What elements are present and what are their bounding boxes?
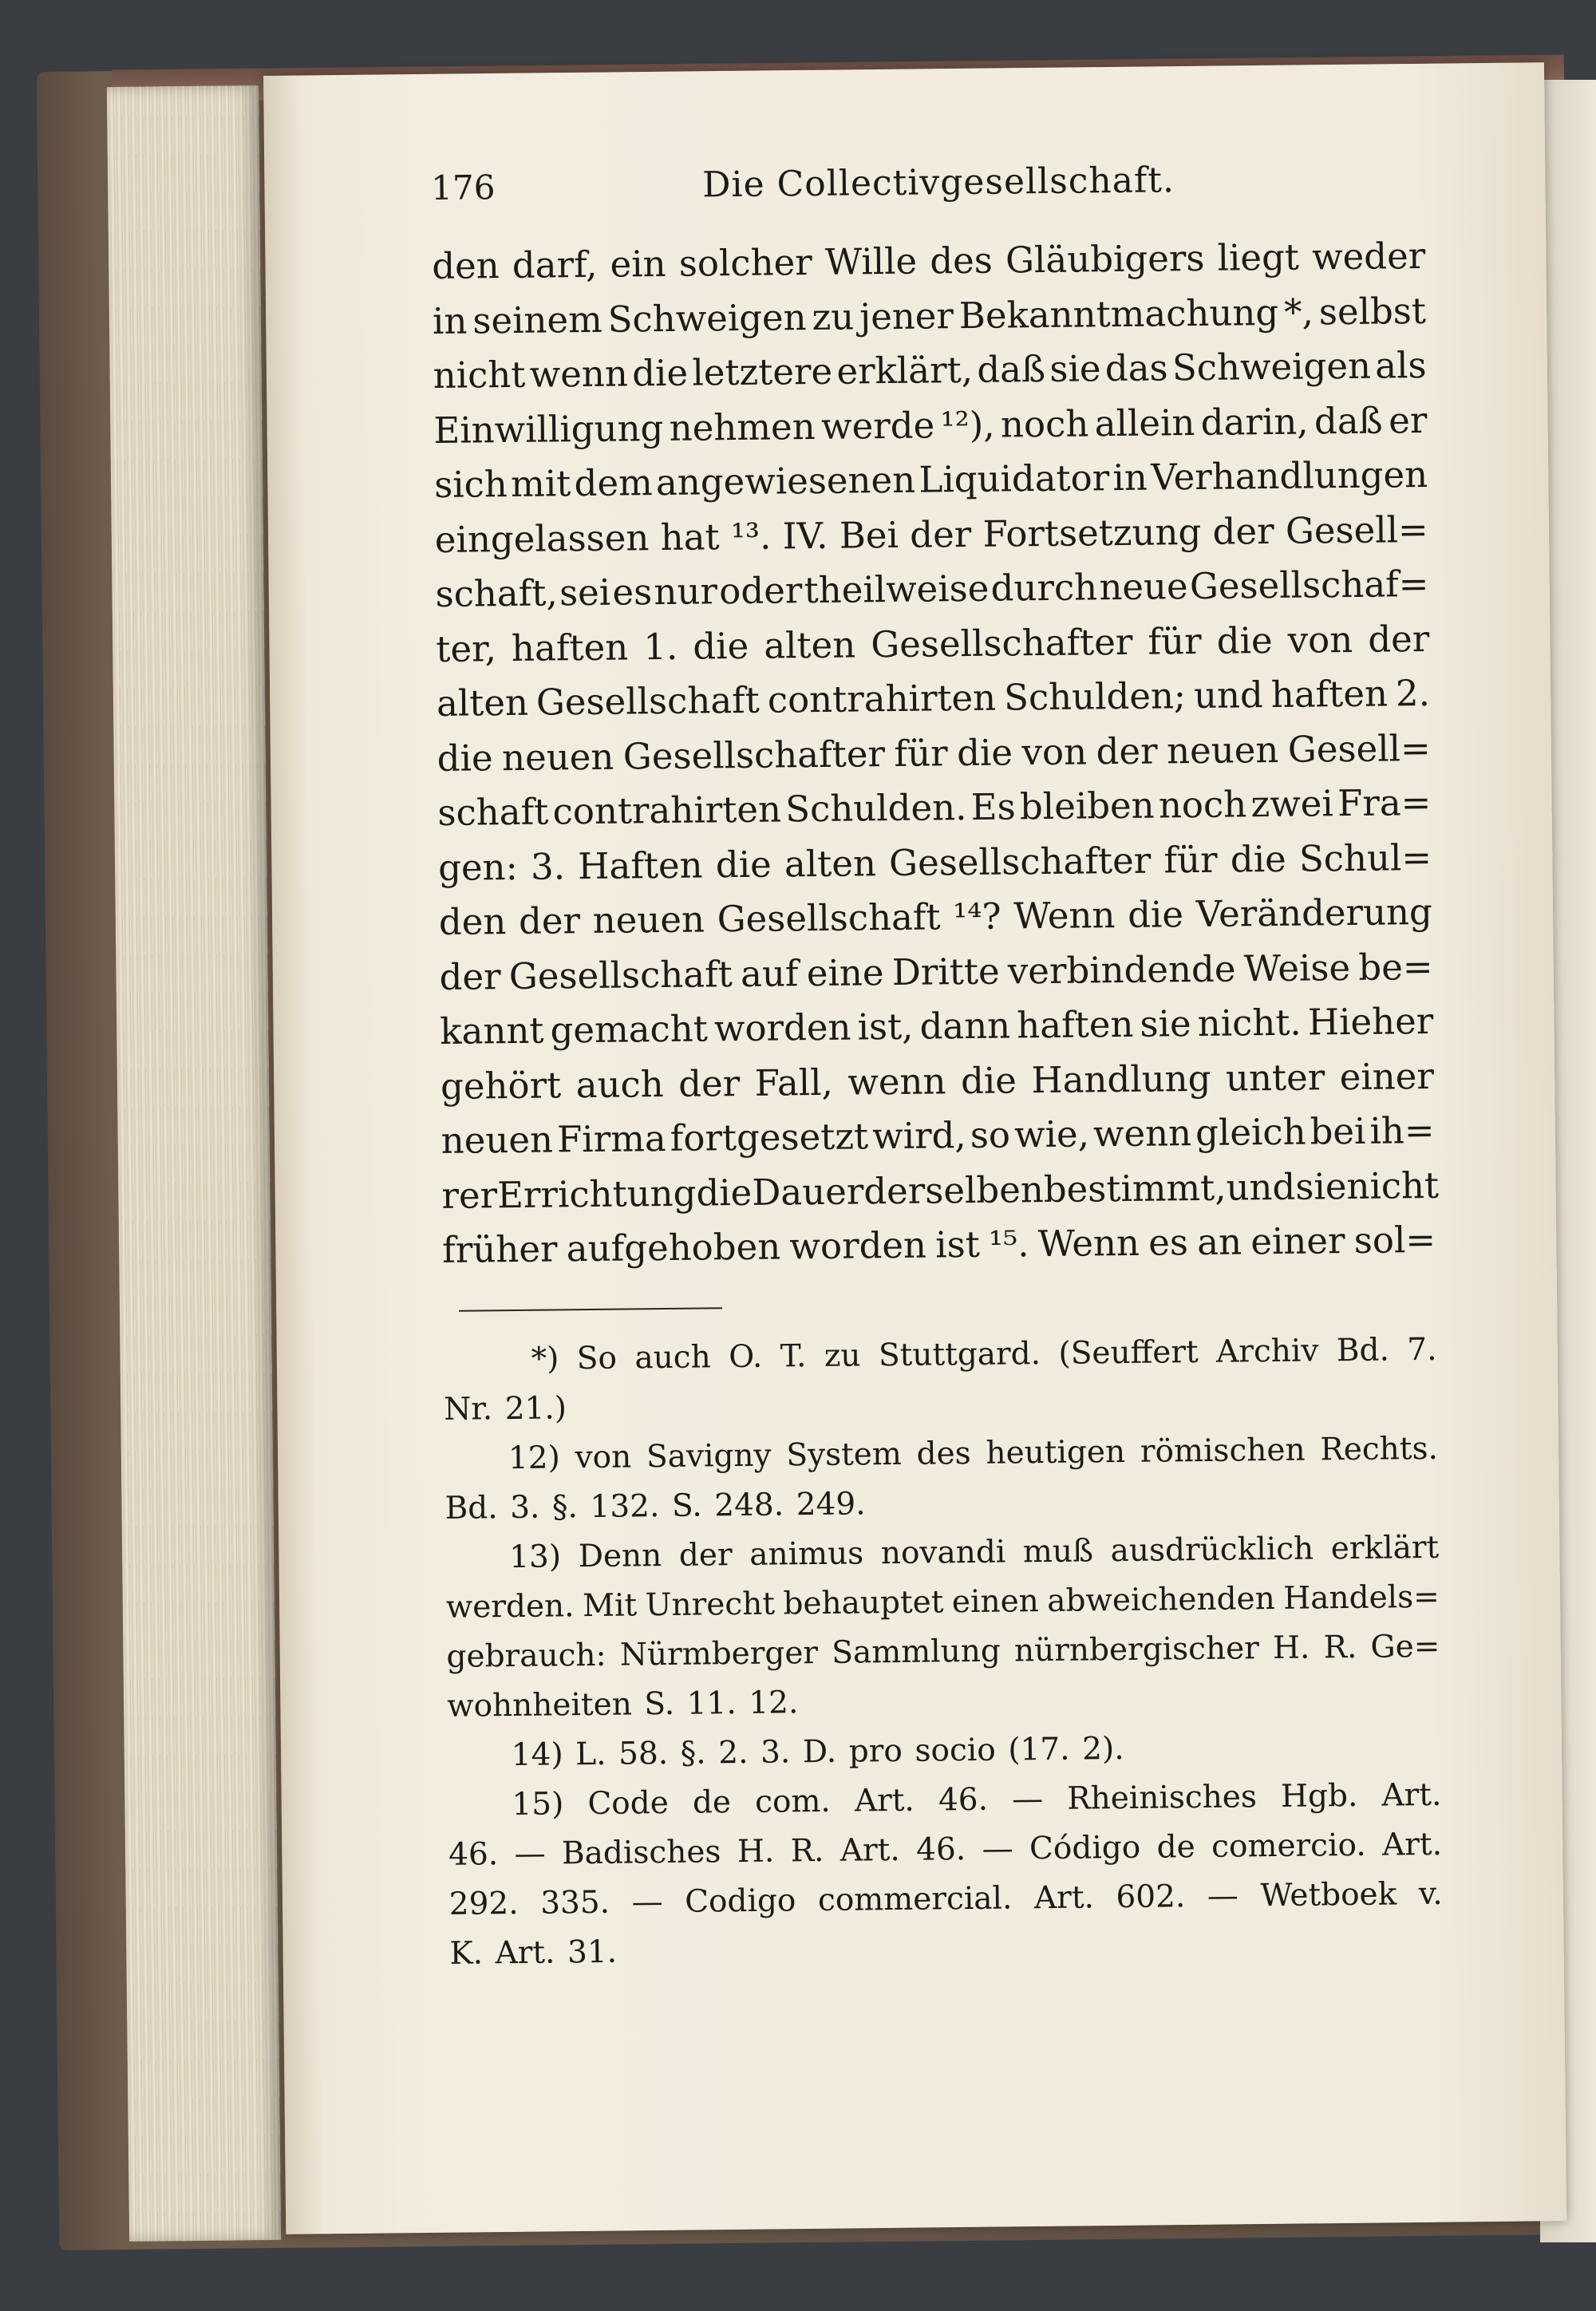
word: sei xyxy=(559,571,611,614)
word: einen xyxy=(951,1582,1040,1620)
word: muß xyxy=(1022,1532,1094,1570)
word: haften xyxy=(1270,672,1389,717)
word: neuen xyxy=(440,1118,554,1162)
word: theilweise xyxy=(804,567,990,612)
word: selbst xyxy=(1318,289,1427,333)
word: der xyxy=(1368,617,1430,661)
word: Art. xyxy=(495,1934,555,1971)
word: die xyxy=(696,1171,753,1215)
word: 31. xyxy=(567,1934,618,1970)
word: noch xyxy=(1158,783,1247,827)
word: wenn xyxy=(529,352,629,396)
word: dem xyxy=(574,461,653,505)
word: eine xyxy=(806,950,884,994)
word: Einwilligung xyxy=(433,406,664,452)
word: Schweigen xyxy=(1171,344,1372,389)
word: zwei xyxy=(1250,782,1334,826)
word: auch xyxy=(575,1062,664,1106)
word: einer xyxy=(1339,1054,1435,1098)
word: wie, xyxy=(1013,1112,1090,1156)
word: allein xyxy=(1094,401,1195,444)
word: angewiesenen xyxy=(655,458,916,504)
word: rer xyxy=(441,1173,498,1217)
word: darf, xyxy=(512,243,598,286)
word: Firma xyxy=(556,1116,666,1161)
word: L. xyxy=(575,1736,606,1772)
word: Rheinisches xyxy=(1066,1778,1258,1817)
word: Codigo xyxy=(684,1882,796,1920)
body-line xyxy=(436,611,1430,677)
word: Gesellschaft xyxy=(717,895,941,941)
word: so xyxy=(970,1113,1011,1156)
word: bestimmt, xyxy=(1043,1166,1227,1211)
word: sie xyxy=(1049,347,1101,390)
word: die xyxy=(437,736,493,780)
body-text xyxy=(432,229,1440,1278)
word: worden xyxy=(789,1223,927,1268)
word: der xyxy=(678,1061,741,1105)
word: alten xyxy=(763,622,856,667)
word: Stuttgard. xyxy=(878,1335,1041,1373)
word: aufgehoben xyxy=(566,1225,781,1270)
word: wenn xyxy=(847,1059,946,1104)
word: ist xyxy=(934,1223,981,1266)
word: Bei xyxy=(839,513,899,557)
word: Schul= xyxy=(1298,836,1432,880)
word: Es xyxy=(970,785,1016,828)
word: comercio. xyxy=(1211,1827,1366,1865)
word: früher xyxy=(441,1227,558,1271)
word: So xyxy=(576,1340,618,1377)
word: Gesellschaft xyxy=(535,678,760,724)
word: abweichenden xyxy=(1047,1580,1275,1619)
word: Art. xyxy=(1381,1776,1442,1814)
word: K. xyxy=(449,1934,484,1972)
page-number: 176 xyxy=(431,168,496,207)
word: (17. xyxy=(1008,1731,1070,1768)
word: Gesellschafter xyxy=(871,620,1133,666)
word: die xyxy=(1127,893,1184,936)
word: H. xyxy=(737,1833,775,1870)
word: com. xyxy=(754,1783,832,1820)
word: Rechts. xyxy=(1320,1430,1439,1468)
word: die xyxy=(1216,618,1273,662)
word: H. xyxy=(1272,1630,1310,1666)
word: an xyxy=(1196,1220,1242,1264)
body-line xyxy=(432,229,1426,294)
word: 13) xyxy=(509,1538,562,1575)
word: erklärt xyxy=(1330,1529,1440,1566)
word: D. xyxy=(802,1733,837,1770)
word: Gesellschafter xyxy=(622,732,886,778)
word: Wenn xyxy=(1037,1221,1140,1266)
word: Sammlung xyxy=(831,1633,1001,1671)
word: Schulden. xyxy=(784,786,967,831)
word: Bekanntmachung xyxy=(958,290,1279,337)
body-line xyxy=(438,830,1432,895)
word: haften xyxy=(511,625,629,670)
word: die xyxy=(693,624,749,668)
word: schaft, xyxy=(435,571,559,615)
word: worden xyxy=(713,1005,851,1050)
word: des xyxy=(930,239,994,282)
word: Dauer xyxy=(752,1169,864,1214)
body-line xyxy=(441,1158,1440,1223)
word: 21.) xyxy=(504,1389,567,1427)
word: Gesellschafter xyxy=(888,839,1152,884)
word: römischen xyxy=(1140,1432,1306,1470)
word: Savigny xyxy=(646,1437,772,1475)
word: den xyxy=(438,900,507,943)
word: §. xyxy=(680,1735,706,1772)
word: sie xyxy=(1140,1002,1191,1045)
word: §. xyxy=(551,1488,579,1525)
word: commercial. xyxy=(817,1879,1013,1918)
word: Unrecht xyxy=(645,1586,776,1623)
word: Dritte xyxy=(891,950,1000,994)
word: wenn xyxy=(1092,1112,1192,1156)
word: zu xyxy=(812,294,855,338)
body-line xyxy=(433,393,1428,458)
word: ein xyxy=(610,242,666,286)
word: Gesell= xyxy=(1285,508,1428,552)
word: gemacht xyxy=(550,1007,709,1052)
word: *, xyxy=(1283,290,1314,334)
word: der xyxy=(678,1536,733,1574)
word: S. xyxy=(644,1685,675,1722)
word: Haften xyxy=(577,843,703,887)
word: von xyxy=(575,1438,632,1475)
word: Liquidator xyxy=(918,456,1110,501)
body-line xyxy=(433,338,1427,404)
word: sol= xyxy=(1353,1218,1436,1262)
footnote-line xyxy=(443,1325,1437,1385)
word: alten xyxy=(436,681,529,725)
word: — xyxy=(1207,1878,1239,1914)
body-line xyxy=(439,885,1433,950)
word: 7. xyxy=(1407,1331,1437,1368)
word: v. xyxy=(1418,1875,1443,1912)
word: IV. xyxy=(782,514,828,557)
word: pro xyxy=(848,1732,903,1770)
word: nicht. xyxy=(1197,1001,1302,1045)
body-line xyxy=(435,502,1429,567)
word: die xyxy=(631,351,689,395)
word: Bd. xyxy=(1336,1332,1390,1369)
word: contrahirten xyxy=(767,676,997,721)
word: 602. xyxy=(1116,1878,1186,1915)
word: von xyxy=(1287,618,1353,662)
word: es xyxy=(612,571,653,614)
word: neue xyxy=(1099,565,1188,609)
body-line xyxy=(442,1213,1436,1278)
word: haften xyxy=(1016,1002,1134,1047)
footnote-line xyxy=(444,1424,1439,1483)
word: alten xyxy=(784,841,877,885)
word: 292. xyxy=(448,1885,519,1922)
word: ausdrücklich xyxy=(1110,1531,1314,1569)
word: 3. xyxy=(760,1733,791,1771)
word: sie xyxy=(1295,1164,1347,1208)
word: in xyxy=(432,299,468,342)
word: 46. xyxy=(938,1781,989,1818)
word: derselben xyxy=(863,1167,1045,1212)
word: 46. xyxy=(915,1831,966,1868)
word: 11. xyxy=(686,1685,737,1722)
word: Art. xyxy=(1381,1826,1443,1863)
word: novandi xyxy=(880,1534,1006,1571)
word: die xyxy=(956,730,1013,774)
word: 12. xyxy=(749,1684,799,1721)
word: Archiv xyxy=(1215,1332,1319,1370)
word: schaft xyxy=(437,790,549,834)
word: hat xyxy=(660,515,720,559)
word: Código xyxy=(1029,1829,1141,1867)
word: daß xyxy=(977,347,1046,391)
word: Art. xyxy=(839,1831,900,1869)
word: O. xyxy=(728,1338,763,1375)
word: Badisches xyxy=(561,1833,721,1871)
word: animus xyxy=(749,1535,864,1573)
word: gehört xyxy=(440,1063,562,1108)
word: er xyxy=(1388,398,1428,441)
word: neuen xyxy=(592,898,705,942)
word: nur xyxy=(654,570,718,614)
word: System xyxy=(786,1436,903,1473)
word: 46. xyxy=(448,1835,499,1873)
word: der xyxy=(909,512,972,556)
word: es xyxy=(1148,1221,1189,1264)
word: T. xyxy=(780,1337,807,1374)
word: der xyxy=(1096,729,1158,772)
page-header xyxy=(431,157,1425,239)
body-line xyxy=(433,283,1427,349)
word: mit xyxy=(510,462,571,505)
word: als xyxy=(1374,343,1427,387)
word: und xyxy=(1193,674,1264,717)
word: bei xyxy=(1310,1109,1366,1153)
word: Code xyxy=(587,1784,670,1822)
page-edges xyxy=(107,85,281,2242)
word: be= xyxy=(1358,945,1433,989)
word: kannt xyxy=(440,1009,544,1053)
body-line xyxy=(437,721,1431,786)
word: nicht xyxy=(1346,1163,1440,1207)
word: Gesellschaf= xyxy=(1189,562,1429,608)
word: die xyxy=(960,1058,1017,1102)
word: Fall, xyxy=(754,1061,834,1104)
word: unter xyxy=(1225,1055,1325,1100)
word: für xyxy=(1163,838,1218,881)
word: Wetboek xyxy=(1260,1875,1397,1914)
word: auf xyxy=(740,951,799,995)
word: — xyxy=(1011,1780,1044,1817)
word: Wille xyxy=(824,239,918,283)
footnote-line xyxy=(449,1918,1444,1978)
word: de xyxy=(1156,1828,1195,1866)
word: 249. xyxy=(796,1485,866,1523)
word: noch xyxy=(1000,401,1089,446)
word: den xyxy=(432,244,500,287)
word: liegt xyxy=(1217,235,1300,279)
word: eingelassen xyxy=(434,516,650,561)
word: Fra= xyxy=(1337,780,1432,825)
word: Schweigen xyxy=(607,295,807,341)
word: S. xyxy=(671,1487,702,1524)
word: Verhandlungen xyxy=(1150,452,1428,499)
word: Art. xyxy=(854,1782,915,1819)
word: — xyxy=(514,1835,546,1872)
word: fortgesetzt xyxy=(670,1115,869,1159)
word: bleiben xyxy=(1019,784,1155,828)
word: verbindende xyxy=(1007,946,1236,992)
word: Art. xyxy=(1033,1878,1095,1916)
word: 2. xyxy=(1395,671,1431,715)
body-line xyxy=(440,994,1434,1060)
word: R. xyxy=(1323,1629,1357,1665)
word: weder xyxy=(1311,234,1426,279)
word: nürnbergischer xyxy=(1013,1630,1260,1669)
word: Handlung xyxy=(1031,1057,1211,1101)
word: 1. xyxy=(643,625,678,668)
word: 12) xyxy=(508,1439,561,1476)
word: de xyxy=(692,1784,732,1821)
word: dann xyxy=(919,1004,1011,1048)
word: wird, xyxy=(871,1114,966,1158)
word: Schulden; xyxy=(1003,674,1187,719)
word: ¹³. xyxy=(730,515,772,558)
word: ¹²), xyxy=(940,403,995,446)
word: das xyxy=(1104,346,1168,390)
word: 58. xyxy=(618,1735,669,1772)
word: heutigen xyxy=(986,1433,1126,1472)
word: ist, xyxy=(857,1005,914,1049)
footnote-line xyxy=(446,1622,1440,1681)
word: Gläubigers xyxy=(1005,236,1205,282)
word: des xyxy=(916,1435,971,1472)
word: 3. xyxy=(530,844,566,888)
word: werde xyxy=(820,403,935,448)
word: Handels= xyxy=(1283,1578,1440,1617)
word: erklärt, xyxy=(836,348,974,393)
word: 2. xyxy=(718,1734,749,1771)
body-line xyxy=(439,939,1433,1005)
word: Errichtung xyxy=(496,1171,697,1216)
word: ih= xyxy=(1369,1108,1435,1152)
body-line xyxy=(437,776,1432,841)
word: die xyxy=(1230,837,1286,881)
word: auch xyxy=(634,1338,712,1376)
word: seinem xyxy=(472,298,602,342)
word: contrahirten xyxy=(552,788,782,833)
word: in xyxy=(1112,456,1148,500)
word: gebrauch: xyxy=(446,1637,606,1675)
body-line xyxy=(437,666,1431,732)
word: werden. xyxy=(445,1587,575,1626)
running-title: Die Collectivgesellschaft. xyxy=(701,160,1175,206)
word: Wenn xyxy=(1013,894,1116,938)
word: solcher xyxy=(678,241,812,285)
word: von xyxy=(1021,729,1088,773)
body-line xyxy=(440,1049,1435,1114)
word: für xyxy=(894,731,948,775)
word: Weise xyxy=(1243,946,1351,990)
word: behauptet xyxy=(783,1583,944,1622)
word: daß xyxy=(1314,399,1383,442)
word: — xyxy=(982,1830,1013,1867)
body-line xyxy=(440,1104,1435,1169)
word: ¹⁴? xyxy=(953,895,1001,938)
footnote-rule xyxy=(459,1307,722,1311)
word: 132. xyxy=(590,1487,660,1525)
word: der xyxy=(1212,509,1274,553)
word: (Seuffert xyxy=(1058,1333,1199,1372)
word: 14) xyxy=(511,1736,563,1773)
word: Denn xyxy=(578,1537,662,1574)
footnote-line xyxy=(448,1869,1443,1929)
word: nicht xyxy=(433,353,526,397)
word: neuen xyxy=(501,735,614,779)
word: Ge= xyxy=(1370,1628,1440,1665)
word: 335. xyxy=(539,1884,610,1922)
word: der xyxy=(439,954,501,998)
word: Gesell= xyxy=(1287,726,1431,771)
word: darin, xyxy=(1200,400,1309,444)
body-line xyxy=(435,557,1429,622)
word: nehmen xyxy=(669,405,816,449)
word: Fortsetzung xyxy=(982,510,1202,555)
word: der xyxy=(518,899,581,942)
word: ter, xyxy=(436,626,497,670)
word: 15) xyxy=(512,1785,564,1823)
word: neuen xyxy=(1166,728,1279,772)
word: durch xyxy=(990,566,1098,610)
word: Hgb. xyxy=(1280,1777,1358,1815)
word: Veränderung xyxy=(1195,890,1433,936)
word: gen: xyxy=(437,845,519,889)
word: und xyxy=(1226,1165,1296,1209)
word: oder xyxy=(718,569,803,613)
word: gleich xyxy=(1195,1110,1306,1155)
word: Bd. xyxy=(444,1489,498,1527)
word: zu xyxy=(824,1337,861,1374)
word: für xyxy=(1148,619,1202,663)
word: 3. xyxy=(509,1489,540,1526)
word: Gesellschaft xyxy=(508,952,733,997)
word: letztere xyxy=(692,350,833,394)
word: Nr. xyxy=(444,1390,493,1428)
word: Hieher xyxy=(1307,999,1434,1044)
word: jener xyxy=(859,294,954,338)
word: wohnheiten xyxy=(446,1685,633,1724)
word: Mit xyxy=(582,1586,638,1624)
word: *) xyxy=(531,1340,559,1377)
word: einer xyxy=(1250,1219,1345,1263)
word: Nürmberger xyxy=(619,1634,819,1673)
word: — xyxy=(631,1883,663,1920)
footnotes xyxy=(443,1325,1443,1978)
word: socio xyxy=(915,1732,996,1769)
word: die xyxy=(715,843,772,886)
body-line xyxy=(434,448,1428,513)
word: 2). xyxy=(1081,1730,1124,1768)
word: 248. xyxy=(714,1486,784,1523)
page-content xyxy=(431,157,1444,1978)
word: sich xyxy=(433,463,508,506)
word: R. xyxy=(790,1832,824,1869)
word: ¹⁵. xyxy=(988,1223,1029,1266)
